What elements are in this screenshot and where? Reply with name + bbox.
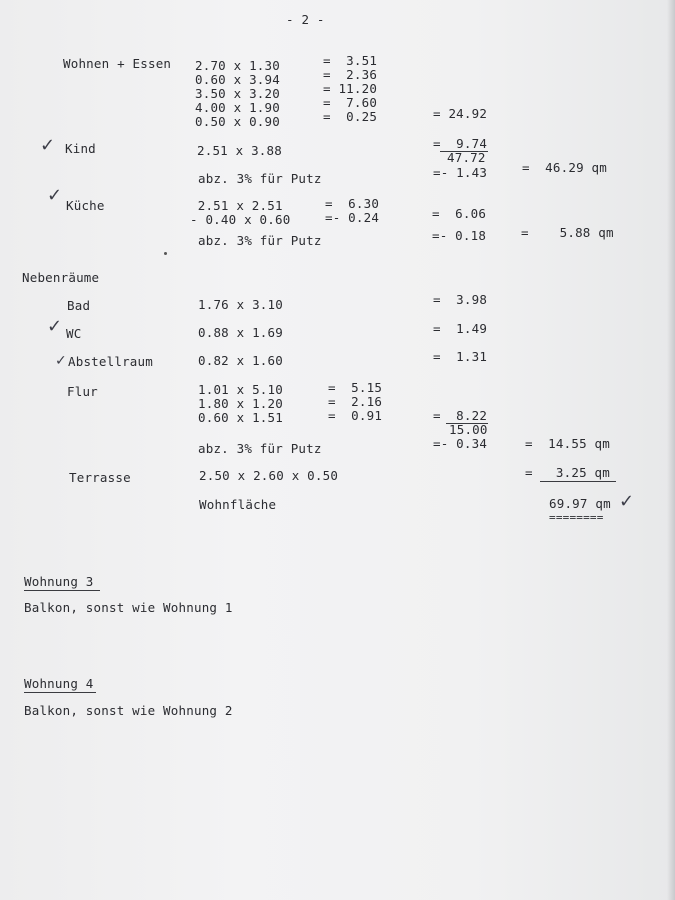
deduction-value: =- 0.34: [433, 436, 488, 451]
room-total: = 1.49: [433, 321, 488, 336]
calc-result: = 6.30: [325, 196, 380, 211]
deduction-label: abz. 3% für Putz: [198, 233, 322, 248]
heading-underline: [24, 692, 96, 693]
room-total: = 9.74: [433, 136, 488, 151]
calc-result: = 0.25: [323, 109, 378, 124]
calc-result: = 2.16: [328, 394, 383, 409]
room-label-kueche: Küche: [66, 198, 105, 213]
wohnflaeche-label: Wohnfläche: [199, 497, 277, 512]
calc-line: 0.50 x 0.90: [195, 114, 280, 129]
room-subtotal: = 6.06: [432, 206, 487, 221]
total-rule: [540, 481, 616, 482]
double-underline: ========: [549, 511, 604, 524]
calc-line: 4.00 x 1.90: [195, 100, 280, 115]
room-total: = 1.31: [433, 349, 488, 364]
check-mark-icon: ✓: [619, 491, 635, 512]
calc-line: 2.51 x 2.51: [190, 198, 283, 213]
paper-speck: [164, 252, 167, 255]
running-sum: 15.00: [449, 422, 488, 437]
room-final-area: = 3.25 qm: [525, 465, 610, 480]
calc-line: - 0.40 x 0.60: [190, 212, 291, 227]
check-mark-icon: ✓: [47, 185, 63, 206]
check-mark-icon: ✓: [55, 353, 67, 369]
room-label-flur: Flur: [67, 384, 98, 399]
deduction-value: =- 0.18: [432, 228, 487, 243]
calc-result: = 2.36: [323, 67, 378, 82]
calc-result: = 0.91: [328, 408, 383, 423]
calc-line: 0.60 x 3.94: [195, 72, 280, 87]
room-label-wc: WC: [66, 326, 82, 341]
deduction-label: abz. 3% für Putz: [198, 441, 322, 456]
calc-line: 0.88 x 1.69: [198, 325, 283, 340]
calc-line: 0.60 x 1.51: [198, 410, 283, 425]
deduction-value: =- 1.43: [433, 165, 488, 180]
calc-result: = 3.51: [323, 53, 378, 68]
room-label-kind: Kind: [65, 141, 96, 156]
room-total: = 3.98: [433, 292, 488, 307]
calc-line: 0.82 x 1.60: [198, 353, 283, 368]
calc-result: = 7.60: [323, 95, 378, 110]
room-label-wohnen-essen: Wohnen + Essen: [63, 56, 172, 71]
room-label-bad: Bad: [67, 298, 91, 313]
room-subtotal: = 8.22: [433, 408, 488, 423]
calc-result: = 11.20: [323, 81, 378, 96]
calc-line: 2.50 x 2.60 x 0.50: [199, 468, 339, 483]
calc-line: 1.76 x 3.10: [198, 297, 283, 312]
room-final-area: = 46.29 qm: [522, 160, 607, 175]
room-label-abstellraum: Abstellraum: [68, 354, 153, 369]
room-total: = 24.92: [433, 106, 488, 121]
wohnflaeche-total: 69.97 qm: [549, 496, 611, 511]
page-number: - 2 -: [286, 12, 325, 27]
room-final-area: = 5.88 qm: [521, 225, 614, 240]
room-label-terrasse: Terrasse: [69, 470, 131, 485]
wohnung-4-text: Balkon, sonst wie Wohnung 2: [24, 703, 233, 718]
check-mark-icon: ✓: [40, 135, 56, 156]
calc-line: 1.01 x 5.10: [198, 382, 283, 397]
calc-line: 3.50 x 3.20: [195, 86, 280, 101]
page-edge-shadow: [667, 0, 675, 900]
section-heading-wohnung-3: Wohnung 3: [24, 574, 94, 589]
heading-underline: [24, 590, 100, 591]
running-sum: 47.72: [447, 150, 486, 165]
section-heading-wohnung-4: Wohnung 4: [24, 676, 94, 691]
calc-line: 2.70 x 1.30: [195, 58, 280, 73]
calc-result: = 5.15: [328, 380, 383, 395]
deduction-label: abz. 3% für Putz: [198, 171, 322, 186]
section-heading-nebenraeume: Nebenräume: [22, 270, 100, 285]
calc-line: 1.80 x 1.20: [198, 396, 283, 411]
calc-result: =- 0.24: [325, 210, 380, 225]
check-mark-icon: ✓: [47, 316, 63, 337]
calc-line: 2.51 x 3.88: [197, 143, 282, 158]
room-final-area: = 14.55 qm: [525, 436, 610, 451]
wohnung-3-text: Balkon, sonst wie Wohnung 1: [24, 600, 233, 615]
